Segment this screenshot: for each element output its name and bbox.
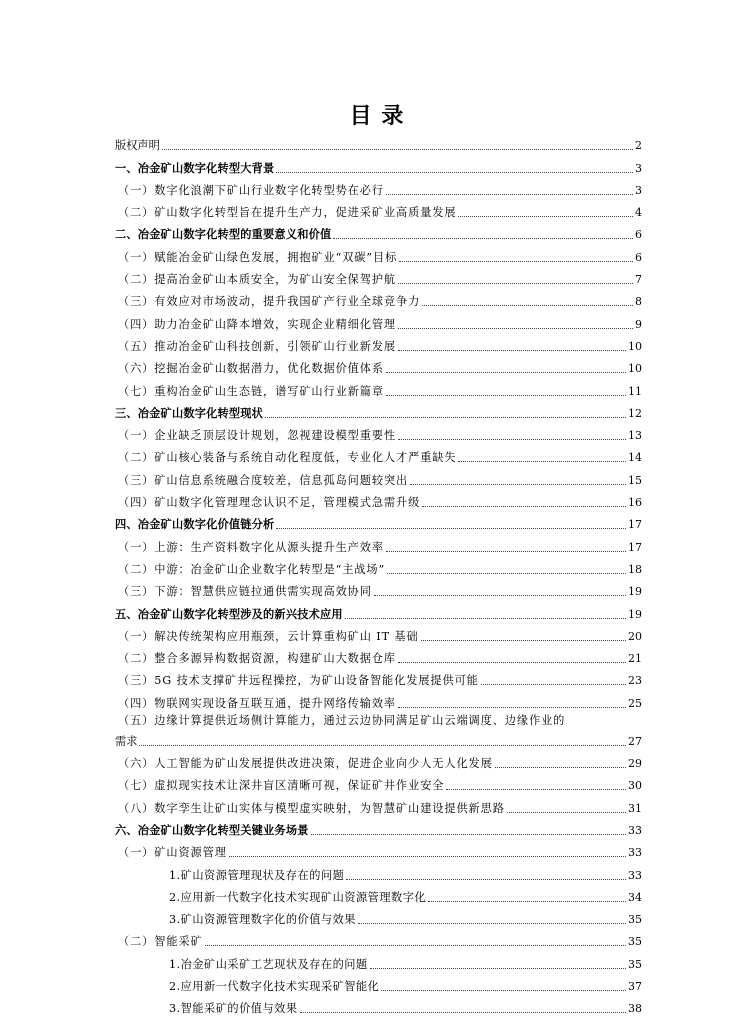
- toc-entry-text: 1.矿山资源管理现状及存在的问题: [169, 868, 345, 882]
- leader-dots: [507, 812, 626, 813]
- leader-dots: [374, 595, 626, 596]
- toc-entry-text: 2.应用新一代数字化技术实现采矿智能化: [169, 979, 380, 993]
- toc-entry-text: 二、冶金矿山数字化转型的重要意义和价值: [115, 228, 332, 242]
- toc-entry[interactable]: [115, 905, 642, 927]
- toc-page-number: 8: [635, 295, 642, 309]
- toc-entry[interactable]: [115, 860, 642, 882]
- toc-entry-text: 五、冶金矿山数字化转型涉及的新兴技术应用: [115, 607, 343, 621]
- toc-page-number: 27: [628, 734, 642, 748]
- toc-page-number: 7: [635, 273, 642, 287]
- toc-page-number: 3: [635, 183, 642, 197]
- toc-entry-text: （四）矿山数字化管理理念认识不足，管理模式急需升级: [118, 496, 421, 510]
- toc-page-number: 13: [628, 429, 642, 443]
- toc-page-number: 33: [628, 823, 642, 837]
- toc-entry-text: （七）虚拟现实技术让深井盲区清晰可视，保证矿井作业安全: [118, 779, 445, 793]
- toc-page-number: 10: [628, 362, 642, 376]
- leader-dots: [205, 945, 626, 946]
- toc-entry[interactable]: [115, 265, 642, 287]
- toc-entry-text: （二）整合多源异构数据资源，构建矿山大数据仓库: [118, 652, 397, 666]
- toc-entry[interactable]: [115, 749, 642, 771]
- toc-page-number: 34: [628, 890, 642, 904]
- toc-page-number: 31: [628, 801, 642, 815]
- toc-page-number: 33: [628, 846, 642, 860]
- leader-dots: [370, 968, 626, 969]
- toc-page-number: 21: [628, 652, 642, 666]
- toc-entry-text: （一）解决传统架构应用瓶颈，云计算重构矿山 IT 基础: [118, 629, 419, 643]
- toc-entry[interactable]: [115, 176, 642, 198]
- leader-dots: [229, 856, 626, 857]
- leader-dots: [386, 551, 626, 552]
- leader-dots: [345, 618, 626, 619]
- toc-page-number: 3: [635, 161, 642, 175]
- toc-entry-text: （四）助力冶金矿山降本增效，实现企业精细化管理: [118, 317, 397, 331]
- toc-entry[interactable]: [115, 198, 642, 220]
- toc-entry[interactable]: [115, 510, 642, 532]
- leader-dots: [162, 149, 633, 150]
- toc-entry[interactable]: [115, 421, 642, 443]
- leader-dots: [398, 707, 626, 708]
- leader-dots: [421, 640, 626, 641]
- toc-entry[interactable]: [115, 883, 642, 905]
- toc-entry-text: 四、冶金矿山数字化价值链分析: [115, 518, 275, 532]
- toc-page-number: 15: [628, 473, 642, 487]
- toc-entry[interactable]: [115, 309, 642, 331]
- toc-entry[interactable]: [115, 153, 642, 175]
- toc-entry-text: （三）有效应对市场波动，提升我国矿产行业全球竞争力: [118, 295, 421, 309]
- toc-entry-text: （六）人工智能为矿山发展提供改进决策，促进企业向少人无人化发展: [118, 757, 493, 771]
- leader-dots: [386, 372, 626, 373]
- toc-entry[interactable]: [115, 771, 642, 793]
- toc-entry-text: 三、冶金矿山数字化转型现状: [115, 406, 264, 420]
- toc-entry-text: （八）数字孪生让矿山实体与模型虚实映射，为智慧矿山建设提供新思路: [118, 801, 505, 815]
- toc-entry[interactable]: [115, 443, 642, 465]
- toc-page-number: 35: [628, 935, 642, 949]
- leader-dots: [458, 461, 626, 462]
- toc-entry[interactable]: [115, 332, 642, 354]
- toc-entry[interactable]: [115, 599, 642, 621]
- toc-page-number: 12: [628, 406, 642, 420]
- toc-entry[interactable]: [115, 972, 642, 994]
- leader-dots: [311, 834, 626, 835]
- toc-entry-text: 需求: [115, 734, 138, 748]
- toc-entry-text: （七）重构冶金矿山生态链，谱写矿山行业新篇章: [118, 384, 384, 398]
- toc-page-number: 17: [628, 540, 642, 554]
- toc-entry[interactable]: [115, 644, 642, 666]
- toc-entry[interactable]: [115, 927, 642, 949]
- toc-entry[interactable]: [115, 622, 642, 644]
- toc-entry-text: （一）上游：生产资料数字化从源头提升生产效率: [118, 540, 384, 554]
- leader-dots: [346, 879, 626, 880]
- toc-entry[interactable]: [115, 793, 642, 815]
- toc-entry-text: （二）提高冶金矿山本质安全，为矿山安全保驾护航: [118, 273, 397, 287]
- toc-entry-text: 2.应用新一代数字化技术实现矿山资源管理数字化: [169, 890, 427, 904]
- toc-entry[interactable]: [115, 994, 642, 1016]
- toc-entry[interactable]: [115, 688, 642, 710]
- toc-page-number: 18: [628, 562, 642, 576]
- toc-entry-text: 3.智能采矿的价值与效果: [169, 1002, 298, 1016]
- toc-page-number: 11: [628, 384, 642, 398]
- toc-page-number: 20: [628, 629, 642, 643]
- toc-entry-text: （一）赋能冶金矿山绿色发展，拥抱矿业“双碳”目标: [118, 250, 398, 264]
- toc-page-number: 38: [628, 1002, 642, 1016]
- toc-entry[interactable]: [115, 131, 642, 153]
- toc-entry-text: （二）中游：冶金矿山企业数字化转型是“主战场”: [118, 562, 386, 576]
- toc-entry[interactable]: [115, 465, 642, 487]
- toc-entry-text: （五）边缘计算提供近场侧计算能力，通过云边协同满足矿山云端调度、边缘作业的: [118, 713, 566, 727]
- leader-dots: [446, 789, 626, 790]
- leader-dots: [381, 990, 626, 991]
- toc-entry-text: （三）5G 技术支撑矿井远程操控，为矿山设备智能化发展提供可能: [118, 674, 479, 688]
- leader-dots: [333, 238, 633, 239]
- toc-entry-text: 版权声明: [115, 139, 160, 153]
- leader-dots: [422, 506, 626, 507]
- toc-entry-text: （二）智能采矿: [118, 935, 203, 949]
- toc-entry[interactable]: [115, 666, 642, 688]
- leader-dots: [458, 216, 633, 217]
- leader-dots: [398, 328, 633, 329]
- leader-dots: [495, 767, 626, 768]
- toc-entry[interactable]: [115, 577, 642, 599]
- toc-entry[interactable]: [115, 488, 642, 510]
- toc-entry[interactable]: [115, 838, 642, 860]
- leader-dots: [265, 417, 626, 418]
- leader-dots: [398, 283, 633, 284]
- toc-entry-text: 六、冶金矿山数字化转型关键业务场景: [115, 823, 309, 837]
- toc-page-number: 9: [635, 317, 642, 331]
- toc-entry[interactable]: [115, 399, 642, 421]
- toc-page-number: 14: [628, 451, 642, 465]
- toc-page-number: 30: [628, 779, 642, 793]
- toc-page-number: 19: [628, 585, 642, 599]
- toc-entry[interactable]: [115, 220, 642, 242]
- leader-dots: [398, 350, 626, 351]
- toc-page-number: 6: [635, 228, 642, 242]
- leader-dots: [139, 745, 626, 746]
- toc-page-number: 19: [628, 607, 642, 621]
- leader-dots: [410, 484, 626, 485]
- toc-entry[interactable]: [115, 816, 642, 838]
- leader-dots: [386, 194, 633, 195]
- toc-page-number: 10: [628, 339, 642, 353]
- toc-entry-text: （二）矿山数字化转型旨在提升生产力，促进采矿业高质量发展: [118, 206, 457, 220]
- toc-entry[interactable]: [115, 376, 642, 398]
- leader-dots: [428, 901, 626, 902]
- toc-entry-text: 1.冶金矿山采矿工艺现状及存在的问题: [169, 957, 368, 971]
- toc-page-number: 17: [628, 518, 642, 532]
- toc-page-number: 37: [628, 979, 642, 993]
- toc-entry-text: （三）矿山信息系统融合度较差，信息孤岛问题较突出: [118, 473, 409, 487]
- toc-entry[interactable]: [115, 949, 642, 971]
- toc-entry[interactable]: [115, 555, 642, 577]
- leader-dots: [300, 1012, 626, 1013]
- toc-page-number: 4: [635, 206, 642, 220]
- leader-dots: [387, 573, 626, 574]
- toc-entry-text: （五）推动冶金矿山科技创新，引领矿山行业新发展: [118, 339, 397, 353]
- toc-page-number: 6: [635, 250, 642, 264]
- toc-entry[interactable]: [115, 728, 642, 749]
- leader-dots: [276, 528, 626, 529]
- toc-entry[interactable]: [115, 711, 642, 728]
- leader-dots: [398, 662, 626, 663]
- toc-entry-text: （一）数字化浪潮下矿山行业数字化转型势在必行: [118, 183, 384, 197]
- toc-page-number: 25: [628, 696, 642, 710]
- leader-dots: [481, 684, 626, 685]
- leader-dots: [422, 305, 633, 306]
- toc-page-number: 2: [635, 139, 642, 153]
- toc-page-number: 35: [628, 913, 642, 927]
- toc-page-number: 35: [628, 957, 642, 971]
- toc-entry-text: （四）物联网实现设备互联互通，提升网络传输效率: [118, 696, 397, 710]
- toc-page-number: 16: [628, 496, 642, 510]
- toc-title: 目 录: [349, 104, 405, 129]
- toc-entry-text: 一、冶金矿山数字化转型大背景: [115, 161, 275, 175]
- toc-entry-text: （六）挖掘冶金矿山数据潜力，优化数据价值体系: [118, 362, 384, 376]
- toc-page-number: 33: [628, 868, 642, 882]
- toc-entry-text: （三）下游：智慧供应链拉通供需实现高效协同: [118, 585, 372, 599]
- toc-entry[interactable]: [115, 354, 642, 376]
- toc-list: [115, 131, 642, 1016]
- toc-entry-text: 3.矿山资源管理数字化的价值与效果: [169, 913, 356, 927]
- leader-dots: [386, 395, 626, 396]
- toc-page-number: 23: [628, 674, 642, 688]
- toc-page-number: 29: [628, 757, 642, 771]
- leader-dots: [398, 439, 626, 440]
- toc-entry[interactable]: [115, 532, 642, 554]
- leader-dots: [399, 261, 633, 262]
- toc-entry-text: （二）矿山核心装备与系统自动化程度低，专业化人才严重缺失: [118, 451, 457, 465]
- toc-entry[interactable]: [115, 287, 642, 309]
- toc-entry[interactable]: [115, 242, 642, 264]
- toc-entry-text: （一）企业缺乏顶层设计规划，忽视建设模型重要性: [118, 429, 397, 443]
- toc-entry-text: （一）矿山资源管理: [118, 846, 227, 860]
- leader-dots: [276, 172, 633, 173]
- leader-dots: [358, 923, 626, 924]
